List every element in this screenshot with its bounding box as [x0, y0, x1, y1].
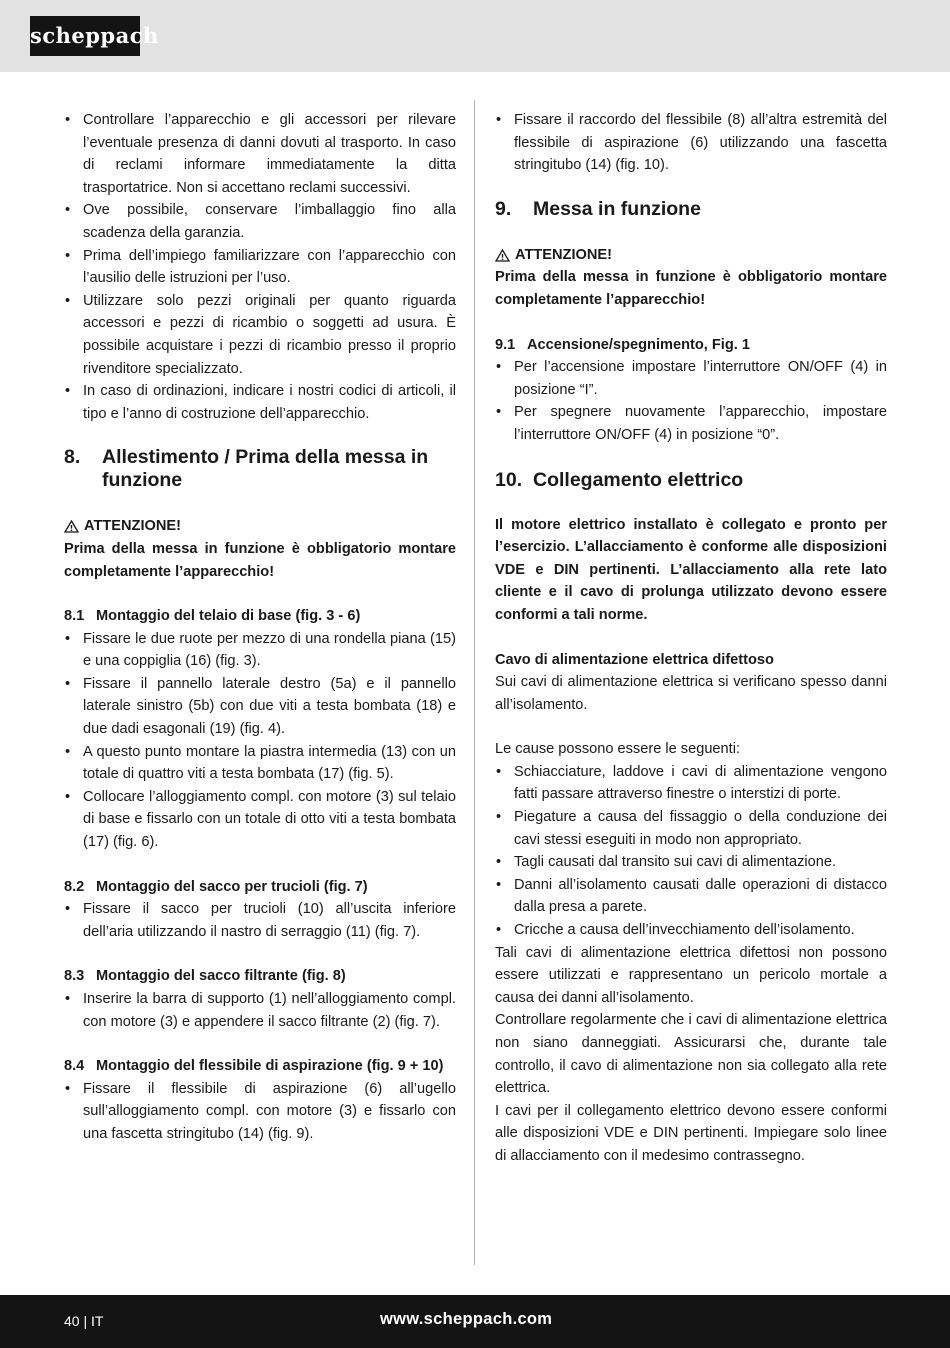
top-list [495, 109, 887, 177]
subsection-number: 8.4 [64, 1058, 85, 1075]
list-item: • Prima dell’impiego familiarizzare con l’apparecchio con l’ausilio delle istruzioni per l’uso. [64, 245, 456, 290]
subsection-8-2-list [64, 898, 456, 943]
subsection-number: 8.3 [64, 968, 85, 985]
section-title: Allestimento / Prima della messa in funzione [102, 446, 429, 492]
causes-intro: Le cause possono essere le seguenti: [495, 741, 741, 758]
intro-list [64, 109, 456, 425]
subsection-number: 8.2 [64, 878, 85, 895]
section-number: 9. [495, 197, 512, 220]
section-title: Collegamento elettrico [533, 468, 744, 491]
page-number: 40 | IT [64, 1313, 104, 1329]
causes-list [495, 761, 887, 942]
list-item: • Utilizzare solo pezzi originali per quanto riguarda accessori e pezzi di ricambio o soggetti ad usura. È possibile acquistare i pezzi di ricambio presso il proprio rivenditore specializzato. [64, 290, 456, 380]
list-item: • Per l’accensione impostare l’interruttore ON/OFF (4) in posizione “I”. [495, 356, 887, 401]
subsection-title: Montaggio del sacco per trucioli (fig. 7) [96, 878, 368, 895]
subsection-9-1-heading [495, 334, 887, 357]
list-item: • Schiacciature, laddove i cavi di alimentazione vengono fatti passare attraverso finestre o interstizi di porte. [495, 761, 887, 806]
list-item: • Per spegnere nuovamente l’apparecchio, impostare l’interruttore ON/OFF (4) in posizione “0”. [495, 401, 887, 446]
list-item: • Ove possibile, conservare l’imballaggio fino alla scadenza della garanzia. [64, 199, 456, 244]
section-8-heading [64, 446, 456, 492]
subsection-8-1-list [64, 628, 456, 854]
right-column [495, 109, 887, 1168]
subsection-8-3-list [64, 988, 456, 1033]
warning-text: Prima della messa in funzione è obbligatorio montare completamente l’apparecchio! [495, 269, 887, 308]
left-column [64, 109, 456, 1146]
list-item: • Fissare le due ruote per mezzo di una rondella piana (15) e una coppiglia (16) (fig. 3). [64, 628, 456, 673]
section-number: 8. [64, 446, 81, 469]
warning-heading [495, 244, 887, 267]
list-item: • Collocare l’alloggiamento compl. con motore (3) sul telaio di base e fissarlo con un totale di otto viti a testa bombata (17) (fig. 6). [64, 786, 456, 854]
list-item: • In caso di ordinazioni, indicare i nostri codici di articoli, il tipo e l’anno di costruzione dell’apparecchio. [64, 380, 456, 425]
list-item: • Fissare il raccordo del flessibile (8) all’altra estremità del flessibile di aspirazione (6) utilizzando una fascetta stringitubo (14) (fig. 10). [495, 109, 887, 177]
list-item: • Fissare il pannello laterale destro (5a) e il pannello laterale sinistro (5b) con due viti a testa bombata (18) e due dadi esagonali (19) (fig. 4). [64, 673, 456, 741]
subsection-8-2-heading [64, 876, 456, 899]
warning-label: ATTENZIONE! [515, 246, 613, 263]
subsection-title: Accensione/spegnimento, Fig. 1 [527, 336, 751, 353]
subsection-number: 9.1 [495, 336, 516, 353]
list-item: • Cricche a causa dell’invecchiamento dell’isolamento. [495, 919, 887, 942]
subsection-title: Montaggio del flessibile di aspirazione (fig. 9 + 10) [96, 1058, 444, 1075]
warning-triangle-icon [64, 520, 79, 533]
subsection-9-1-list [495, 356, 887, 446]
section-9-heading [495, 198, 887, 221]
brand-logo: scheppach [30, 16, 140, 56]
subsection-8-1-heading [64, 605, 456, 628]
warning-heading [64, 515, 456, 538]
subsection-title: Montaggio del telaio di base (fig. 3 - 6) [96, 608, 361, 625]
paragraph: I cavi per il collegamento elettrico devono essere conformi alle disposizioni VDE e DIN pertinenti. Impiegare solo linee di allacciamento con il medesimo contrassegno. [495, 1102, 887, 1164]
warning-triangle-icon [495, 249, 510, 262]
website-link[interactable]: www.scheppach.com [380, 1310, 553, 1328]
list-item: • A questo punto montare la piastra intermedia (13) con un totale di quattro viti a testa bombata (17) (fig. 5). [64, 741, 456, 786]
subsection-8-4-heading [64, 1055, 456, 1078]
list-item: • Fissare il flessibile di aspirazione (6) all’ugello sull’alloggiamento compl. con motore (3) e fissarlo con una fascetta stringitubo (14) (fig. 9). [64, 1078, 456, 1146]
list-item: • Inserire la barra di supporto (1) nell’alloggiamento compl. con motore (3) e appendere il sacco filtrante (2) (fig. 7). [64, 988, 456, 1033]
warning-label: ATTENZIONE! [84, 518, 182, 535]
section-10-heading [495, 469, 887, 492]
subsection-8-3-heading [64, 965, 456, 988]
list-item: • Tagli causati dal transito sui cavi di alimentazione. [495, 851, 887, 874]
subsection-number: 8.1 [64, 608, 85, 625]
subsection-8-4-list [64, 1078, 456, 1146]
cable-heading: Cavo di alimentazione elettrica difettoso [495, 651, 774, 668]
list-item: • Danni all’isolamento causati dalle operazioni di distacco dalla presa a parete. [495, 874, 887, 919]
warning-text: Prima della messa in funzione è obbligatorio montare completamente l’apparecchio! [64, 540, 456, 580]
section-number: 10. [495, 468, 523, 491]
page-footer [0, 1295, 950, 1348]
paragraph: Controllare regolarmente che i cavi di alimentazione elettrica non siano danneggiati. Assicurarsi che, durante tale controllo, il cavo di alimentazione non sia collegato alla rete elettrica. [495, 1012, 887, 1097]
subsection-title: Montaggio del sacco filtrante (fig. 8) [96, 968, 346, 985]
list-item: • Fissare il sacco per trucioli (10) all’uscita inferiore dell’aria utilizzando il nastro di serraggio (11) (fig. 7). [64, 898, 456, 943]
list-item: • Controllare l’apparecchio e gli accessori per rilevare l’eventuale presenza di danni dovuti al trasporto. In caso di reclami informare immediatamente la ditta trasportatrice. Non si accettano reclami successivi. [64, 109, 456, 199]
cable-intro: Sui cavi di alimentazione elettrica si verificano spesso danni all’isolamento. [495, 674, 887, 713]
column-divider [474, 100, 475, 1265]
list-item: • Piegature a causa del fissaggio o della conduzione dei cavi stessi eseguiti in modo non appropriato. [495, 806, 887, 851]
section-title: Messa in funzione [533, 197, 701, 220]
paragraph: Tali cavi di alimentazione elettrica difettosi non possono essere utilizzati e rappresentano un pericolo mortale a causa dei danni all’isolamento. [495, 944, 887, 1006]
electrical-notice: Il motore elettrico installato è collegato e pronto per l’esercizio. L’allacciamento è conforme alle disposizioni VDE e DIN pertinenti. L’allacciamento alla rete lato cliente e il cavo di prolunga utilizzato devono essere conformi a tali norme. [495, 516, 887, 623]
page-header [0, 0, 950, 72]
